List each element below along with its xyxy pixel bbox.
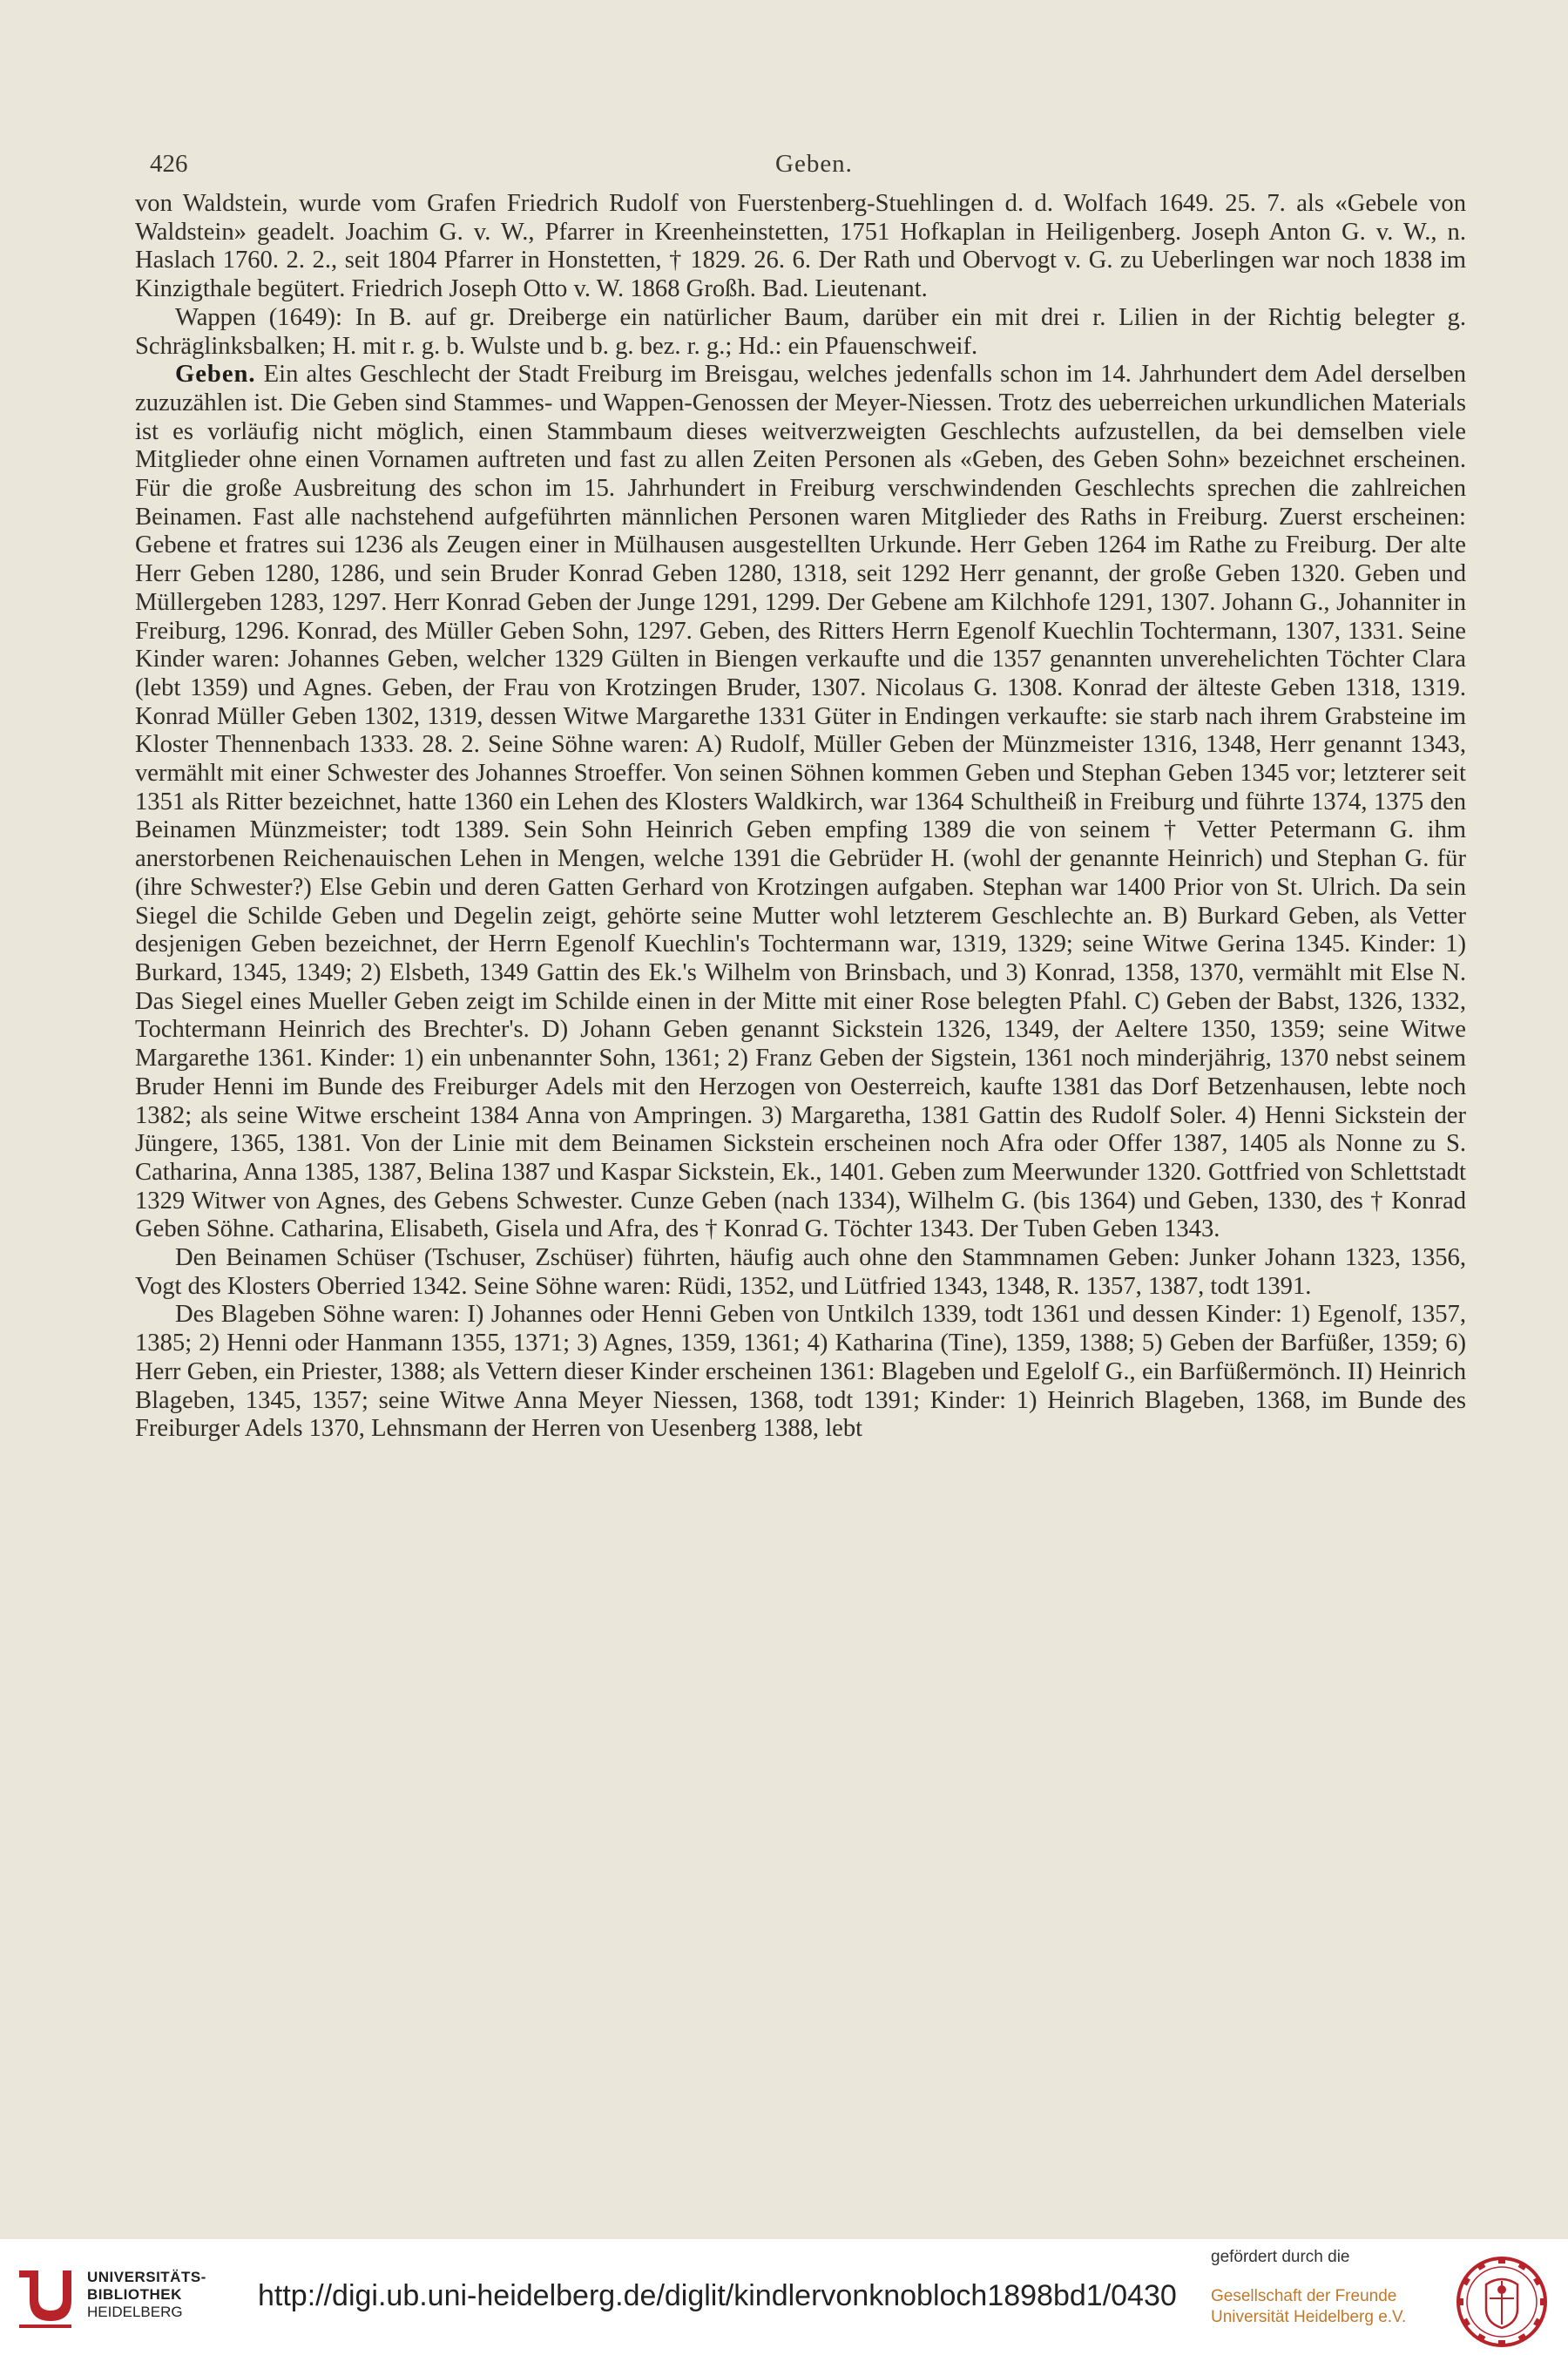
running-head: Geben. xyxy=(775,150,853,178)
digitization-footer xyxy=(0,2239,1568,2355)
entry-text: Ein altes Geschlecht der Stadt Freiburg im Breisgau, welches jedenfalls schon im 14. Jahrhundert dem Adel derselben zuzuzählen ist. Die Geben sind Stammes- und Wappen-Genossen der Meyer-Niessen. Trotz des ueberreichen urkundlichen Materials ist es vorläufig nicht möglich, einen Stammbaum dieses weitverzweigten Geschlechts aufzustellen, da bei demselben viele Mitglieder ohne einen Vornamen auftreten und fast zu allen Zeiten Personen als «Geben, des Geben Sohn» bezeichnet erscheinen. Für die große Ausbreitung des schon im 15. Jahrhundert in Freiburg verschwindenden Geschlechts sprechen die zahlreichen Beinamen. Fast alle nachstehend aufgeführten männlichen Personen waren Mitglieder des Raths in Freiburg. Zuerst erscheinen: Gebene et fratres sui 1236 als Zeugen einer in Mülhausen ausgestellten Urkunde. Herr Geben 1264 im Rathe zu Freiburg. Der alte Herr Geben 1280, 1286, und sein Bruder Konrad Geben 1280, 1318, seit 1292 Herr genannt, der große Geben 1320. Geben und Müllergeben 1283, 1297. Herr Konrad Geben der Junge 1291, 1299. Der Gebene am Kilchhofe 1291, 1307. Johann G., Johanniter in Freiburg, 1296. Konrad, des Müller Geben Sohn, 1297. Geben, des Ritters Herrn Egenolf Kuechlin Tochtermann, 1307, 1331. Seine Kinder waren: Johannes Geben, welcher 1329 Gülten in Biengen verkaufte und die 1357 genannten unverehelichten Töchter Clara (lebt 1359) und Agnes. Geben, der Frau von Krotzingen Bruder, 1307. Nicolaus G. 1308. Konrad der älteste Geben 1318, 1319. Konrad Müller Geben 1302, 1319, dessen Witwe Margarethe 1331 Güter in Endingen verkaufte: sie starb nach ihrem Grabsteine im Kloster Thennenbach 1333. 28. 2. Seine Söhne waren: A) Rudolf, Müller Geben der Münzmeister 1316, 1348, Herr genannt 1343, vermählt mit einer Schwester des Johannes Stroeffer. Von seinen Söhnen kommen Geben und Stephan Geben 1345 vor; letzterer seit 1351 als Ritter bezeichnet, hatte 1360 ein Lehen des Klosters Waldkirch, war 1364 Schultheiß in Freiburg und führte 1374, 1375 den Beinamen Münzmeister; todt 1389. Sein Sohn Heinrich Geben empfing 1389 die von seinem † Vetter Petermann G. ihm anerstorbenen Reichenauischen Lehen in Mengen, welche 1391 die Gebrüder H. (wohl der genannte Heinrich) und Stephan G. für (ihre Schwester?) Else Gebin und deren Gatten Gerhard von Krotzingen aufgaben. Stephan war 1400 Prior von St. Ulrich. Da sein Siegel die Schilde Geben und Degelin zeigt, gehörte seine Mutter wohl letzterem Geschlechte an. B) Burkard Geben, als Vetter desjenigen Geben bezeichnet, der Herrn Egenolf Kuechlin's Tochtermann war, 1319, 1329; seine Witwe Gerina 1345. Kinder: 1) Burkard, 1345, 1349; 2) Elsbeth, 1349 Gattin des Ek.'s Wilhelm von Brinsbach, und 3) Konrad, 1358, 1370, vermählt mit Else N. Das Siegel eines Mueller Geben zeigt im Schilde einen in der Mitte mit einer Rose belegten Pfahl. C) Geben der Babst, 1326, 1332, Tochtermann Heinrich des Brechter's. D) Johann Geben genannt Sickstein 1326, 1349, der Aeltere 1350, 1359; seine Witwe Margarethe 1361. Kinder: 1) ein unbenannter Sohn, 1361; 2) Franz Geben der Sigstein, 1361 noch minderjährig, 1370 nebst seinem Bruder Henni im Bunde des Freiburger Adels mit den Herzogen von Oesterreich, kaufte 1381 das Dorf Betzenhausen, lebte noch 1382; als seine Witwe erscheint 1384 Anna von Ampringen. 3) Margaretha, 1381 Gattin des Rudolf Soler. 4) Henni Sickstein der Jüngere, 1365, 1381. Von der Linie mit dem Beinamen Sickstein erscheinen noch Afra oder Offer 1387, 1405 als Nonne zu S. Catharina, Anna 1385, 1387, Belina 1387 und Kaspar Sickstein, Ek., 1401. Geben zum Meerwunder 1320. Gottfried von Schlettstadt 1329 Witwer von Agnes, des Gebens Schwester. Cunze Geben (nach 1334), Wilhelm G. (bis 1364) und Geben, 1330, des † Konrad Geben Söhne. Catharina, Elisabeth, Gisela und Afra, des † Konrad G. Töchter 1343. Der Tuben Geben 1343. xyxy=(135,361,1466,1243)
paragraph-waldstein-continued: von Waldstein, wurde vom Grafen Friedrich Rudolf von Fuerstenberg-Stuehlingen d. d. Wolfach 1649. 25. 7. als «Gebele von Waldstein» geadelt. Joachim G. v. W., Pfarrer in Kreenheinstetten, 1751 Hofkaplan in Heiligenberg. Joseph Anton G. v. W., n. Haslach 1760. 2. 2., seit 1804 Pfarrer in Honstetten, † 1829. 26. 6. Der Rath und Obervogt v. G. zu Ueberlingen war noch 1838 im Kinzigthale begütert. Friedrich Joseph Otto v. W. 1868 Großh. Bad. Lieutenant. xyxy=(135,190,1466,303)
page-number: 426 xyxy=(150,150,188,178)
body-text xyxy=(135,190,1466,1444)
sponsor-name-line1: Gesellschaft der Freunde xyxy=(1211,2287,1397,2305)
heidelberg-university-seal-icon xyxy=(1455,2255,1549,2349)
university-library-logo-icon xyxy=(12,2264,78,2330)
paragraph-blageben: Des Blageben Söhne waren: I) Johannes oder Henni Geben von Untkilch 1339, todt 1361 und dessen Kinder: 1) Egenolf, 1357, 1385; 2) Henni oder Hanmann 1355, 1371; 3) Agnes, 1359, 1361; 4) Katharina (Tine), 1359, 1388; 5) Geben der Barfüßer, 1359; 6) Herr Geben, ein Priester, 1388; als Vettern dieser Kinder erscheinen 1361: Blageben und Egelolf G., ein Barfüßermönch. II) Heinrich Blageben, 1345, 1357; seine Witwe Anna Meyer Niessen, 1368, todt 1391; Kinder: 1) Heinrich Blageben, 1368, im Bunde des Freiburger Adels 1370, Lehnsmann der Herren von Uesenberg 1388, lebt xyxy=(135,1301,1466,1443)
sponsor-name-line2: Universität Heidelberg e.V. xyxy=(1211,2308,1407,2326)
paragraph-geben-entry xyxy=(135,361,1466,1244)
library-name-line3: HEIDELBERG xyxy=(87,2304,183,2320)
library-name-line1: UNIVERSITÄTS- xyxy=(87,2269,206,2285)
paragraph-wappen: Wappen (1649): In B. auf gr. Dreiberge ein natürlicher Baum, darüber ein mit drei r. Lilien in der Richtig belegter g. Schräglinksbalken; H. mit r. g. b. Wulste und b. g. bez. r. g.; Hd.: ein Pfauenschweif. xyxy=(135,303,1466,360)
page-header xyxy=(150,150,1439,185)
library-name-line2: BIBLIOTHEK xyxy=(87,2286,182,2303)
library-name xyxy=(87,2269,206,2321)
sponsor-name xyxy=(1211,2286,1406,2328)
sponsor-caption: gefördert durch die xyxy=(1211,2248,1350,2266)
sponsor-block[interactable] xyxy=(1211,2248,1559,2349)
paragraph-schueser: Den Beinamen Schüser (Tschuser, Zschüser) führten, häufig auch ohne den Stammnamen Geben: Junker Johann 1323, 1356, Vogt des Klosters Oberried 1342. Seine Söhne waren: Rüdi, 1352, und Lütfried 1343, 1348, R. 1357, 1387, todt 1391. xyxy=(135,1244,1466,1300)
library-logo[interactable] xyxy=(12,2258,239,2345)
entry-headword: Geben. xyxy=(175,361,256,389)
permalink-url[interactable]: http://digi.ub.uni-heidelberg.de/diglit/kindlervonknobloch1898bd1/0430 xyxy=(258,2279,1177,2312)
